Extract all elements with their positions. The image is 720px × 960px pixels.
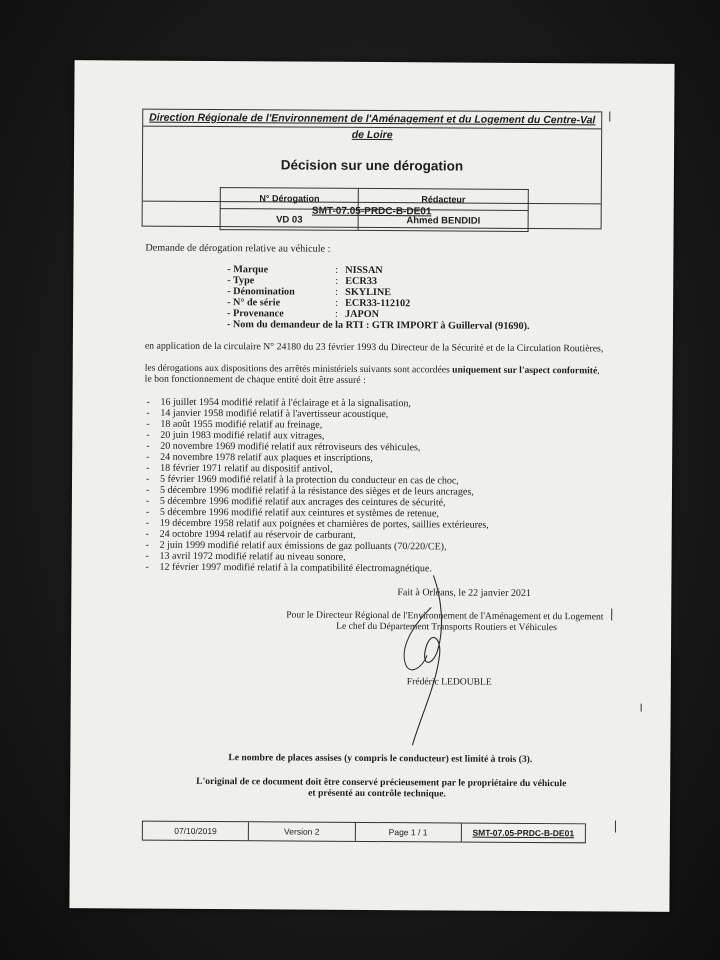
vehicle-value: NISSAN xyxy=(345,264,383,277)
list-item: - 13 avril 1972 modifié relatif au niveau sonore, xyxy=(145,550,346,563)
list-item: - 2 juin 1999 modifié relatif aux émissions de gaz polluants (70/220/CE), xyxy=(145,539,447,553)
signatory-line-2: Le chef du Département Transports Routiers et Véhicules xyxy=(336,620,557,634)
requester-line: - Nom du demandeur de la RTI : GTR IMPORT à Guillerval (91690). xyxy=(226,319,530,332)
footer-code: SMT-07.05-PRDC-B-DE01 xyxy=(472,827,575,839)
vehicle-label: - Marque xyxy=(227,264,269,276)
footer-table xyxy=(142,821,586,844)
vehicle-value: JAPON xyxy=(345,308,380,321)
list-item: - 5 février 1969 modifié relatif à la protection du conducteur en cas de choc, xyxy=(146,473,459,487)
margin-mark xyxy=(615,820,616,832)
colon: : xyxy=(335,286,339,298)
agency-name: Direction Régionale de l'Environnement de l'Aménagement et du Logement du Centre-Val de Loire xyxy=(143,110,601,130)
vehicle-value: ECR33 xyxy=(345,275,377,288)
conformity-emphasis: uniquement sur l'aspect conformité xyxy=(452,364,598,377)
margin-mark xyxy=(641,704,642,712)
vehicle-label: - Dénomination xyxy=(227,286,295,298)
vehicle-label: - Provenance xyxy=(227,308,284,320)
derogation-text-2: le bon fonctionnement de chaque entité doit être assuré : xyxy=(144,373,366,386)
derogation-text-part: les dérogations aux dispositions des arrêtés ministériels suivants sont accordées xyxy=(144,362,453,376)
list-item: - 19 décembre 1958 relatif aux poignées et charnières de portes, saillies extérieures, xyxy=(145,517,489,531)
footer-page: Page 1 / 1 xyxy=(355,823,461,842)
derogation-number: VD 03 xyxy=(220,209,359,231)
signatory-name: Frédéric LEDOUBLE xyxy=(406,676,492,688)
document-title: Décision sur une dérogation xyxy=(143,127,601,205)
vehicle-label: - N° de série xyxy=(227,297,281,309)
vehicle-value: SKYLINE xyxy=(345,286,392,299)
original-note-2: et présenté au contrôle technique. xyxy=(308,787,446,800)
list-item: - 5 décembre 1996 modifié relatif aux ancrages des ceintures de sécurité, xyxy=(145,495,446,509)
derogation-table xyxy=(220,187,529,232)
margin-mark xyxy=(611,608,612,620)
place-date: Fait à Orléans, le 22 janvier 2021 xyxy=(397,587,531,599)
footer-version: Version 2 xyxy=(249,822,355,841)
handwritten-signature xyxy=(370,567,461,748)
colon: : xyxy=(335,264,339,276)
list-item: - 5 décembre 1996 modifié relatif à la résistance des sièges et de leurs ancrages, xyxy=(145,484,474,498)
list-item: - 18 août 1955 modifié relatif au freinage, xyxy=(146,418,323,431)
list-item: - 20 juin 1983 modifié relatif aux vitrages, xyxy=(146,429,325,442)
margin-mark xyxy=(609,111,610,121)
list-item: - 12 février 1997 modifié relatif à la compatibilité électromagnétique. xyxy=(145,561,432,575)
list-item: - 20 novembre 1969 modifié relatif aux rétroviseurs des véhicules, xyxy=(146,440,421,454)
redacteur-name: Ahmed BENDIDI xyxy=(358,209,528,231)
vehicle-label: - Type xyxy=(227,275,255,287)
derogation-text-part: , xyxy=(597,365,600,377)
vehicle-value: ECR33-112102 xyxy=(345,297,411,310)
document-page xyxy=(69,60,674,912)
colon: : xyxy=(335,275,339,287)
list-item: - 16 juillet 1954 modifié relatif à l'éclairage et à la signalisation, xyxy=(146,396,411,410)
list-item: - 14 janvier 1958 modifié relatif à l'avertisseur acoustique, xyxy=(146,407,389,421)
list-item: - 18 février 1971 relatif au dispositif antivol, xyxy=(146,462,333,475)
redacteur-header: Rédacteur xyxy=(359,188,529,210)
signatory-line-1: Pour le Directeur Régional de l'Environnement de l'Aménagement et du Logement xyxy=(286,609,604,623)
list-item: - 24 octobre 1994 relatif au réservoir de carburant, xyxy=(145,528,356,541)
circular-text: en application de la circulaire N° 24180 du 23 février 1993 du Directeur de la Sécurité et de la Circulation Routières, xyxy=(144,340,604,355)
list-item: - 5 décembre 1996 modifié relatif aux ceintures et systèmes de retenue, xyxy=(145,506,439,520)
original-note-1: L'original de ce document doit être conservé précieusement par le propriétaire du véhicule xyxy=(196,775,567,790)
list-item: - 24 novembre 1978 relatif aux plaques et inscriptions, xyxy=(146,451,373,465)
colon: : xyxy=(335,308,338,320)
intro-text: Demande de dérogation relative au véhicule : xyxy=(145,242,331,255)
derogation-number-header: N° Dérogation xyxy=(220,188,359,210)
colon: : xyxy=(335,297,338,309)
footer-date: 07/10/2019 xyxy=(143,822,249,841)
seats-note: Le nombre de places assises (y compris le conducteur) est limité à trois (3). xyxy=(228,752,533,765)
document-code: SMT-07.05-PRDC-B-DE01 xyxy=(311,205,432,218)
